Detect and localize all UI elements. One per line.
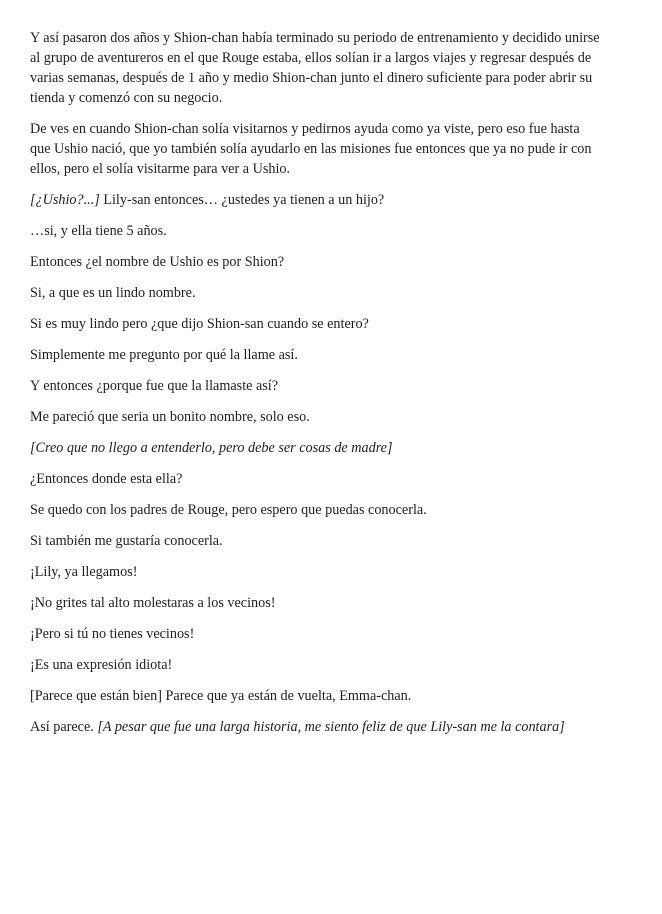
dialogue-line: Si es muy lindo pero ¿que dijo Shion-san cuando se entero? — [30, 316, 369, 332]
thought-text: [A pesar que fue una larga historia, me siento feliz de que Lily-san me la contara] — [97, 719, 565, 735]
dialogue-line — [30, 717, 630, 737]
paragraph-narration-1 — [30, 28, 630, 108]
speech-text: Así parece. — [30, 719, 98, 735]
dialogue-line — [30, 190, 630, 210]
dialogue-line: [Parece que están bien] Parece que ya están de vuelta, Emma-chan. — [30, 688, 412, 704]
dialogue-line: Entonces ¿el nombre de Ushio es por Shion? — [30, 254, 285, 270]
dialogue-line: ¡No grites tal alto molestaras a los vecinos! — [30, 595, 276, 611]
text-line: ellos, pero el solía visitarme para ver a Ushio. — [30, 161, 291, 177]
text-line: De ves en cuando Shion-chan solía visitarnos y pedirnos ayuda como ya viste, pero eso fue hasta — [30, 121, 580, 137]
text-line: Y así pasaron dos años y Shion-chan había terminado su periodo de entrenamiento y decidido unirse — [30, 30, 600, 46]
dialogue-line: …si, y ella tiene 5 años. — [30, 223, 167, 239]
dialogue-line: Si, a que es un lindo nombre. — [30, 285, 196, 301]
dialogue-line: ¡Lily, ya llegamos! — [30, 564, 138, 580]
dialogue-line: Se quedo con los padres de Rouge, pero espero que puedas conocerla. — [30, 502, 427, 518]
dialogue-line: Me pareció que seria un bonito nombre, solo eso. — [30, 409, 310, 425]
text-line: varias semanas, después de 1 año y medio Shion-chan junto el dinero suficiente para poder abrir su — [30, 70, 593, 86]
text-line: al grupo de aventureros en el que Rouge estaba, ellos solían ir a largos viajes y regresar después de — [30, 50, 592, 66]
dialogue-line: Simplemente me pregunto por qué la llame así. — [30, 347, 298, 363]
thought-text: [¿Ushio?...] — [30, 192, 100, 208]
dialogue-line: ¡Es una expresión idiota! — [30, 657, 173, 673]
speech-text: Lily-san entonces… ¿ustedes ya tienen a un hijo? — [99, 192, 385, 208]
text-line: tienda y comenzó con su negocio. — [30, 90, 223, 106]
dialogue-line: Y entonces ¿porque fue que la llamaste así? — [30, 378, 279, 394]
thought-line: [Creo que no llego a entenderlo, pero debe ser cosas de madre] — [30, 440, 393, 456]
dialogue-line: ¿Entonces donde esta ella? — [30, 471, 183, 487]
text-line: que Ushio nació, que yo también solía ayudarlo en las misiones fue entonces que ya no pude ir con — [30, 141, 592, 157]
dialogue-line: ¡Pero si tú no tienes vecinos! — [30, 626, 195, 642]
document-body — [30, 28, 630, 737]
paragraph-narration-2 — [30, 119, 630, 179]
dialogue-line: Si también me gustaría conocerla. — [30, 533, 223, 549]
